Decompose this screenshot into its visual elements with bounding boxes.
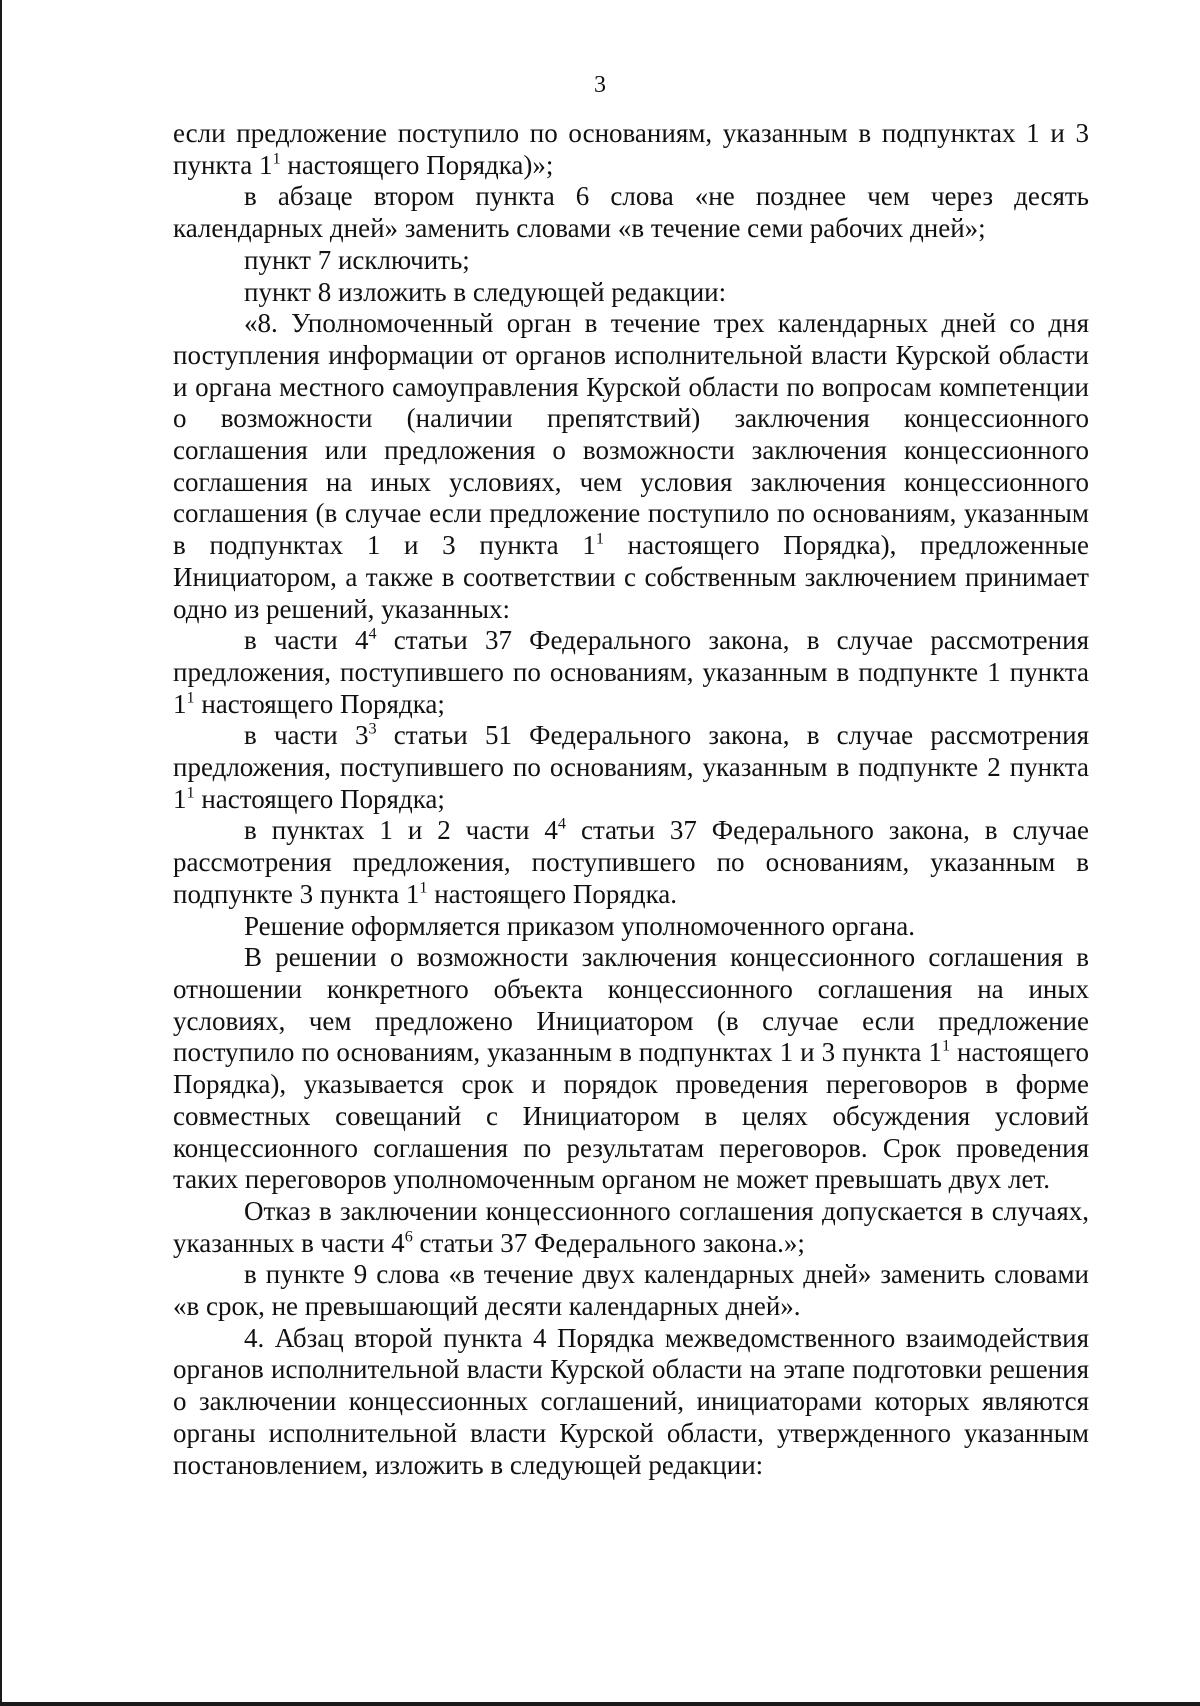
superscript: 1 — [595, 529, 604, 548]
paragraph — [173, 308, 1089, 625]
text-run: в абзаце втором пункта 6 слова «не позднее чем через десять календарных дней» заменить словами «в течение семи рабочих дней»; — [173, 181, 1089, 244]
paragraph — [173, 1323, 1089, 1482]
text-run: пункт 8 изложить в следующей редакции: — [244, 276, 727, 307]
text-run: настоящего Порядка)»; — [280, 149, 554, 180]
paragraph — [173, 815, 1089, 910]
superscript: 4 — [368, 624, 377, 643]
scan-bottom-border — [0, 1702, 1200, 1706]
paragraph — [173, 911, 1089, 943]
text-run: в части 3 — [244, 720, 369, 751]
paragraph — [173, 942, 1089, 1196]
superscript: 1 — [186, 783, 195, 802]
text-run: пункт 7 исключить; — [244, 244, 470, 275]
paragraph — [173, 1259, 1089, 1322]
text-run: «8. Уполномоченный орган в течение трех календарных дней со дня поступления информации от органов исполнительной власти Курской области и органа местного самоуправления Курской области по вопросам компетенции о возможности (наличии препятствий) заключения концессионного соглашения или предложения о возможности заключения концессионного соглашения на иных условиях, чем условия заключения концессионного соглашения (в случае если предложение поступило по основаниям, указанным в подпунктах 1 и 3 пункта 1 — [173, 308, 1089, 561]
paragraph — [173, 1196, 1089, 1259]
superscript: 1 — [272, 149, 281, 168]
text-run: статьи 37 Федерального закона, в случае рассмотрения предложения, поступившего по основаниям, указанным в подпункте 3 пункта 1 — [173, 815, 1089, 909]
superscript: 1 — [419, 878, 428, 897]
paragraph — [173, 118, 1089, 181]
text-run: настоящего Порядка. — [427, 878, 678, 909]
paragraph — [173, 720, 1089, 815]
document-body — [173, 118, 1089, 1481]
text-run: настоящего Порядка), предложенные Инициатором, а также в соответствии с собственным заключением принимает одно из решений, указанных: — [173, 530, 1090, 624]
page-number: 3 — [594, 72, 606, 98]
text-run: в части 4 — [244, 625, 369, 656]
superscript: 6 — [404, 1227, 413, 1246]
text-run: Решение оформляется приказом уполномоченного органа. — [244, 910, 916, 941]
text-run: статьи 37 Федерального закона.»; — [412, 1227, 805, 1258]
text-run: статьи 37 Федерального закона, в случае рассмотрения предложения, поступившего по основаниям, указанным в подпункте 1 пункта 1 — [173, 625, 1089, 719]
text-run: настоящего Порядка; — [194, 783, 445, 814]
text-run: Отказ в заключении концессионного соглашения допускается в случаях, указанных в части 4 — [173, 1195, 1089, 1258]
superscript: 3 — [368, 719, 377, 738]
superscript: 1 — [186, 688, 195, 707]
text-run: в пункте 9 слова «в течение двух календарных дней» заменить словами «в срок, не превышающий десяти календарных дней». — [173, 1259, 1089, 1322]
superscript: 4 — [557, 814, 567, 833]
text-run: в пунктах 1 и 2 части 4 — [244, 815, 558, 846]
paragraph — [173, 245, 1089, 277]
scan-left-border — [0, 0, 2, 1706]
paragraph — [173, 181, 1089, 244]
text-run: настоящего Порядка), указывается срок и порядок проведения переговоров в форме совместных совещаний с Инициатором в целях обсуждения условий концессионного соглашения по результатам переговоров. Срок проведения таких переговоров уполномоченным органом не может превышать двух лет. — [173, 1037, 1090, 1195]
text-run: В решении о возможности заключения концессионного соглашения в отношении конкретного объекта концессионного соглашения на иных условиях, чем предложено Инициатором (в случае если предложение поступило по основаниям, указанным в подпунктах 1 и 3 пункта 1 — [173, 942, 1089, 1068]
text-run: настоящего Порядка; — [194, 688, 445, 719]
text-run: 4. Абзац второй пункта 4 Порядка межведомственного взаимодействия органов исполнительной власти Курской области на этапе подготовки решения о заключении концессионных соглашений, инициаторами которых являются органы исполнительной власти Курской области, утвержденного указанным постановлением, изложить в следующей редакции: — [173, 1322, 1089, 1480]
paragraph — [173, 277, 1089, 309]
text-run: если предложение поступило по основаниям, указанным в подпунктах 1 и 3 пункта 1 — [173, 118, 1089, 180]
superscript: 1 — [941, 1036, 951, 1055]
text-run: статьи 51 Федерального закона, в случае рассмотрения предложения, поступившего по основаниям, указанным в подпункте 2 пункта 1 — [173, 720, 1089, 814]
paragraph — [173, 625, 1089, 720]
